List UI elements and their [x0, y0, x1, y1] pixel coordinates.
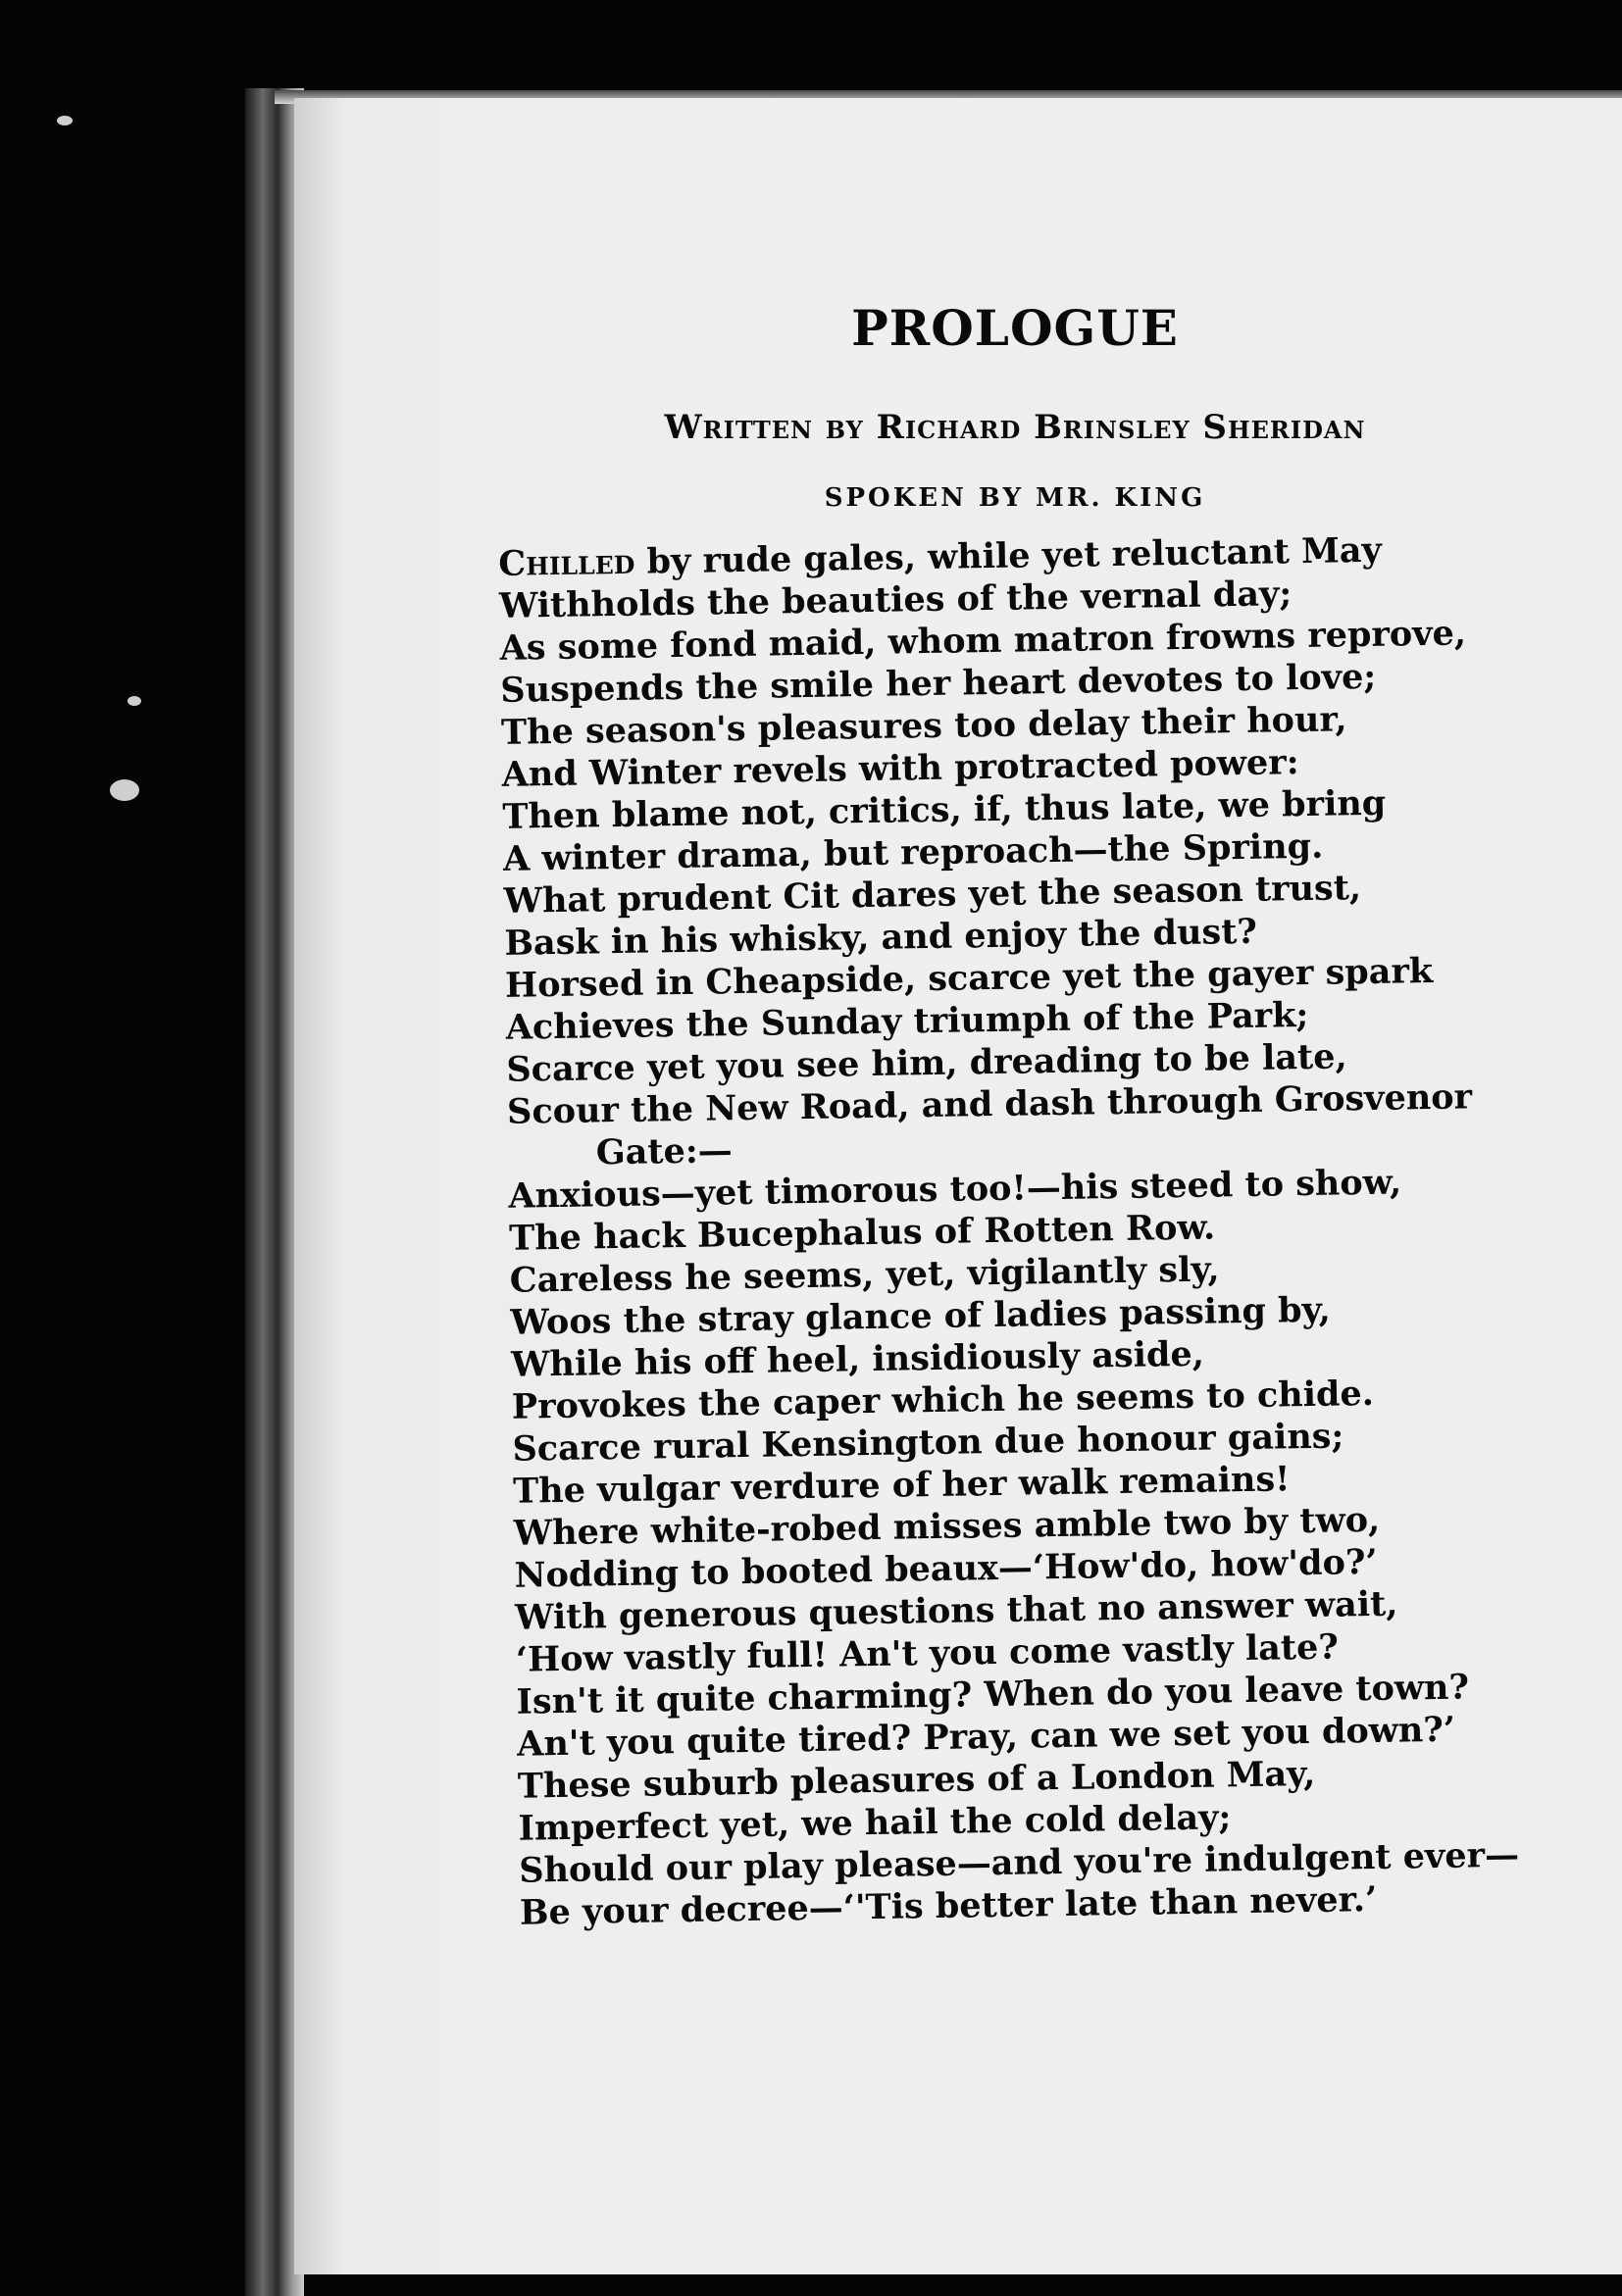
poem-line: And Winter revels with protracted power: — [501, 742, 1299, 795]
poem-line: Then blame not, critics, if, thus late, we bring — [502, 782, 1387, 837]
poem-line: An't you quite tired? Pray, can we set you down?’ — [516, 1709, 1456, 1765]
poem-line: Horsed in Cheapside, scarce yet the gayer spark — [504, 950, 1434, 1006]
spoken-by: SPOKEN BY MR. KING — [824, 483, 1206, 513]
poem-line: A winter drama, but reproach—the Spring. — [502, 825, 1324, 879]
poem-first-line-rest: by rude gales, while yet reluctant May — [634, 529, 1383, 582]
poem-line-continuation: Gate:— — [595, 1130, 734, 1173]
scan-speck — [127, 696, 141, 706]
poem-line: While his off heel, insidiously aside, — [510, 1333, 1205, 1385]
poem-line: Provokes the caper which he seems to chide. — [511, 1373, 1375, 1427]
poem-line: Suspends the smile her heart devotes to love; — [500, 656, 1377, 711]
poem-line: Scarce yet you see him, dreading to be late, — [506, 1036, 1347, 1090]
poem-line: ‘How vastly full! An't you come vastly late? — [515, 1626, 1340, 1680]
poem-line: Scour the New Road, and dash through Grosvenor — [506, 1076, 1473, 1132]
poem-line: As some fond maid, whom matron frowns reprove, — [499, 613, 1467, 669]
poem-line: Nodding to booted beaux—‘How'do, how'do?’ — [514, 1541, 1378, 1596]
scan-speck — [57, 116, 73, 125]
page-title: PROLOGUE — [851, 299, 1179, 357]
poem-line: What prudent Cit dares yet the season trust, — [503, 868, 1362, 922]
scan-speck — [110, 779, 139, 801]
poem-line: Be your decree—‘'Tis better late than never.’ — [519, 1878, 1378, 1933]
poem — [490, 525, 1620, 1934]
poem-first-word: Chilled — [498, 541, 635, 584]
poem-line: Bask in his whisky, and enjoy the dust? — [504, 911, 1258, 964]
poem-line: The hack Bucephalus of Rotten Row. — [508, 1207, 1216, 1259]
poem-line: The season's pleasures too delay their hour, — [500, 699, 1347, 753]
poem-line: Withholds the beauties of the vernal day; — [498, 574, 1293, 626]
poem-line: Scarce rural Kensington due honour gains; — [512, 1416, 1344, 1470]
poem-line: Imperfect yet, we hail the cold delay; — [518, 1797, 1232, 1849]
poem-line: Isn't it quite charming? When do you leave town? — [516, 1667, 1470, 1722]
byline: Written by Richard Brinsley Sheridan — [664, 408, 1366, 447]
poem-line: Where white-robed misses amble two by two, — [513, 1499, 1381, 1554]
poem-line: With generous questions that no answer wait, — [514, 1583, 1398, 1638]
poem-line: The vulgar verdure of her walk remains! — [512, 1459, 1291, 1512]
poem-line: Woos the stray glance of ladies passing by, — [510, 1289, 1332, 1343]
poem-line: Achieves the Sunday triumph of the Park; — [505, 994, 1309, 1048]
poem-line: Careless he seems, yet, vigilantly sly, — [509, 1249, 1220, 1301]
poem-line: Should our play please—and you're indulgent ever— — [518, 1834, 1520, 1891]
poem-line: These suburb pleasures of a London May, — [517, 1753, 1316, 1807]
page-content — [490, 294, 1598, 1934]
poem-line: Anxious—yet timorous too!—his steed to show, — [508, 1162, 1402, 1217]
